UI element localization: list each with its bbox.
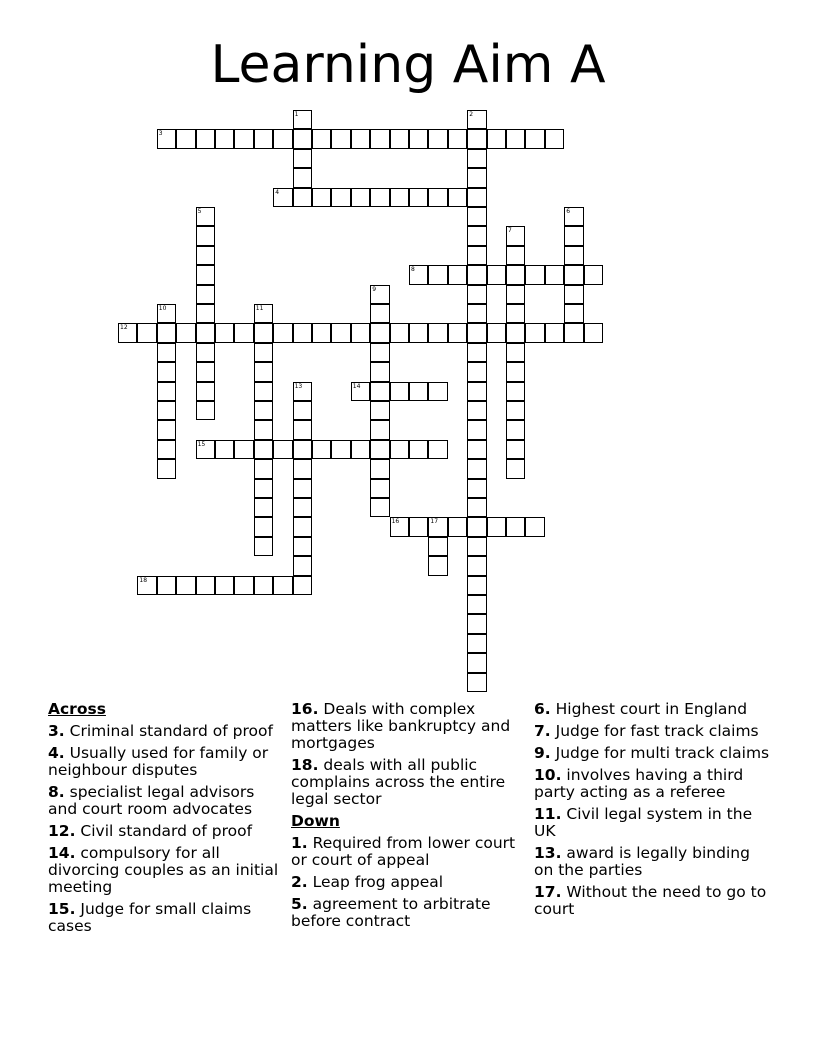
clue-number-11: 11 bbox=[255, 305, 264, 312]
clue-number-13: 13 bbox=[294, 382, 303, 390]
grid-cell[interactable] bbox=[293, 459, 312, 478]
grid-cell[interactable] bbox=[506, 401, 525, 420]
grid-cell[interactable] bbox=[467, 285, 486, 304]
grid-cell[interactable] bbox=[467, 304, 486, 323]
grid-cell[interactable] bbox=[467, 517, 486, 536]
clue-column-2 bbox=[291, 701, 527, 935]
grid-cell[interactable] bbox=[506, 304, 525, 323]
clue-down-10: 10. involves having a third party acting as a referee bbox=[534, 766, 744, 801]
grid-cell[interactable] bbox=[467, 556, 486, 575]
clue-column-3 bbox=[534, 701, 774, 923]
grid-cell[interactable] bbox=[331, 188, 350, 207]
grid-cell[interactable] bbox=[215, 129, 234, 148]
down-heading: Down bbox=[291, 812, 340, 830]
grid-cell[interactable] bbox=[234, 440, 253, 459]
grid-cell[interactable] bbox=[564, 304, 583, 323]
grid-cell[interactable] bbox=[467, 440, 486, 459]
clue-number-16: 16 bbox=[391, 518, 400, 526]
grid-cell[interactable] bbox=[215, 576, 234, 595]
grid-cell[interactable] bbox=[254, 323, 273, 342]
grid-cell[interactable] bbox=[196, 343, 215, 362]
grid-cell[interactable] bbox=[545, 323, 564, 342]
clue-number-5: 5 bbox=[197, 208, 202, 215]
clue-down-17: 17. Without the need to go to court bbox=[534, 883, 767, 918]
grid-cell[interactable] bbox=[157, 459, 176, 478]
across-heading: Across bbox=[48, 700, 106, 718]
grid-cell[interactable] bbox=[312, 440, 331, 459]
clue-down-6: 6. Highest court in England bbox=[534, 700, 748, 718]
grid-cell[interactable] bbox=[331, 323, 350, 342]
grid-cell[interactable] bbox=[293, 537, 312, 556]
grid-cell[interactable] bbox=[467, 246, 486, 265]
grid-cell[interactable] bbox=[390, 323, 409, 342]
clue-number-14: 14 bbox=[352, 382, 361, 390]
clue-number-3: 3 bbox=[158, 130, 163, 138]
clue-number-15: 15 bbox=[197, 440, 206, 448]
grid-cell[interactable] bbox=[293, 323, 312, 342]
grid-cell[interactable] bbox=[293, 556, 312, 575]
grid-cell[interactable] bbox=[448, 265, 467, 284]
clue-number-7: 7 bbox=[508, 227, 512, 235]
grid-cell[interactable] bbox=[312, 129, 331, 148]
grid-cell[interactable] bbox=[525, 129, 544, 148]
grid-cell[interactable] bbox=[409, 440, 428, 459]
grid-cell[interactable] bbox=[467, 595, 486, 614]
grid-cell[interactable] bbox=[370, 420, 389, 439]
clue-down-5: 5. agreement to arbitrate before contract bbox=[291, 895, 491, 930]
grid-cell[interactable] bbox=[370, 401, 389, 420]
clue-number-1: 1 bbox=[294, 111, 299, 118]
grid-cell[interactable] bbox=[525, 265, 544, 284]
grid-cell[interactable] bbox=[564, 226, 583, 245]
grid-cell[interactable] bbox=[254, 362, 273, 381]
grid-cell[interactable] bbox=[293, 479, 312, 498]
grid-cell[interactable] bbox=[467, 265, 486, 284]
clue-down-1: 1. Required from lower court or court of appeal bbox=[291, 834, 516, 869]
grid-cell[interactable] bbox=[467, 498, 486, 517]
clue-across-3: 3. Criminal standard of proof bbox=[48, 722, 273, 740]
grid-cell[interactable] bbox=[254, 498, 273, 517]
grid-cell[interactable] bbox=[390, 129, 409, 148]
grid-cell[interactable] bbox=[215, 323, 234, 342]
clue-column-1 bbox=[48, 701, 284, 940]
grid-cell[interactable] bbox=[525, 323, 544, 342]
grid-cell[interactable] bbox=[157, 440, 176, 459]
grid-cell[interactable] bbox=[545, 265, 564, 284]
grid-cell[interactable] bbox=[273, 440, 292, 459]
grid-cell[interactable] bbox=[312, 323, 331, 342]
grid-cell[interactable] bbox=[254, 382, 273, 401]
grid-cell[interactable] bbox=[467, 401, 486, 420]
grid-cell[interactable] bbox=[506, 246, 525, 265]
grid-cell[interactable] bbox=[487, 265, 506, 284]
grid-cell[interactable] bbox=[293, 401, 312, 420]
grid-cell[interactable] bbox=[331, 129, 350, 148]
grid-cell[interactable] bbox=[370, 479, 389, 498]
grid-cell[interactable] bbox=[196, 362, 215, 381]
grid-cell[interactable] bbox=[370, 498, 389, 517]
grid-cell[interactable] bbox=[196, 226, 215, 245]
grid-cell[interactable] bbox=[254, 479, 273, 498]
grid-cell[interactable] bbox=[254, 343, 273, 362]
grid-cell[interactable] bbox=[312, 188, 331, 207]
grid-cell[interactable] bbox=[545, 129, 564, 148]
grid-cell[interactable] bbox=[448, 323, 467, 342]
grid-cell[interactable] bbox=[506, 440, 525, 459]
clue-number-12: 12 bbox=[120, 324, 128, 332]
grid-cell[interactable] bbox=[428, 382, 447, 401]
grid-cell[interactable] bbox=[176, 576, 195, 595]
grid-cell[interactable] bbox=[196, 285, 215, 304]
grid-cell[interactable] bbox=[564, 323, 583, 342]
grid-cell[interactable] bbox=[293, 420, 312, 439]
grid-cell[interactable] bbox=[254, 537, 273, 556]
grid-cell[interactable] bbox=[254, 440, 273, 459]
grid-cell[interactable] bbox=[409, 188, 428, 207]
grid-cell[interactable] bbox=[370, 304, 389, 323]
grid-cell[interactable] bbox=[467, 653, 486, 672]
grid-cell[interactable] bbox=[487, 129, 506, 148]
grid-cell[interactable] bbox=[293, 517, 312, 536]
grid-cell[interactable] bbox=[467, 634, 486, 653]
grid-cell[interactable] bbox=[157, 362, 176, 381]
grid-cell[interactable] bbox=[564, 265, 583, 284]
grid-cell[interactable] bbox=[487, 517, 506, 536]
grid-cell[interactable] bbox=[467, 149, 486, 168]
grid-cell[interactable] bbox=[467, 420, 486, 439]
clue-number-6: 6 bbox=[566, 208, 571, 215]
grid-cell[interactable] bbox=[273, 576, 292, 595]
grid-cell[interactable] bbox=[196, 323, 215, 342]
grid-cell[interactable] bbox=[351, 323, 370, 342]
clue-number-8: 8 bbox=[411, 266, 415, 274]
grid-cell[interactable] bbox=[506, 459, 525, 478]
grid-cell[interactable] bbox=[448, 188, 467, 207]
grid-cell[interactable] bbox=[196, 129, 215, 148]
grid-cell[interactable] bbox=[467, 226, 486, 245]
grid-cell[interactable] bbox=[196, 401, 215, 420]
grid-cell[interactable] bbox=[448, 517, 467, 536]
grid-cell[interactable] bbox=[467, 129, 486, 148]
clue-number-18: 18 bbox=[139, 576, 148, 584]
grid-cell[interactable] bbox=[467, 207, 486, 226]
grid-cell[interactable] bbox=[409, 323, 428, 342]
grid-cell[interactable] bbox=[293, 576, 312, 595]
grid-cell[interactable] bbox=[137, 323, 156, 342]
page-title: Learning Aim A bbox=[210, 35, 606, 95]
grid-cell[interactable] bbox=[409, 382, 428, 401]
grid-cell[interactable] bbox=[467, 362, 486, 381]
grid-cell[interactable] bbox=[234, 129, 253, 148]
clue-down-2: 2. Leap frog appeal bbox=[291, 873, 444, 891]
grid-cell[interactable] bbox=[584, 323, 603, 342]
clue-across-15: 15. Judge for small claims cases bbox=[48, 900, 252, 935]
grid-cell[interactable] bbox=[157, 401, 176, 420]
clue-down-7: 7. Judge for fast track claims bbox=[534, 722, 759, 740]
grid-cell[interactable] bbox=[293, 440, 312, 459]
grid-cell[interactable] bbox=[448, 129, 467, 148]
grid-cell[interactable] bbox=[254, 459, 273, 478]
grid-cell[interactable] bbox=[370, 459, 389, 478]
grid-cell[interactable] bbox=[157, 420, 176, 439]
grid-cell[interactable] bbox=[428, 188, 447, 207]
grid-cell[interactable] bbox=[351, 188, 370, 207]
grid-cell[interactable] bbox=[273, 323, 292, 342]
grid-cell[interactable] bbox=[351, 129, 370, 148]
grid-cell[interactable] bbox=[487, 323, 506, 342]
grid-cell[interactable] bbox=[506, 420, 525, 439]
grid-cell[interactable] bbox=[506, 323, 525, 342]
grid-cell[interactable] bbox=[467, 614, 486, 633]
clue-across-18: 18. deals with all public complains across the entire legal sector bbox=[291, 756, 506, 808]
grid-cell[interactable] bbox=[506, 285, 525, 304]
grid-cell[interactable] bbox=[293, 498, 312, 517]
clue-across-14: 14. compulsory for all divorcing couples as an initial meeting bbox=[48, 844, 279, 896]
grid-cell[interactable] bbox=[370, 323, 389, 342]
grid-cell[interactable] bbox=[584, 265, 603, 284]
clue-across-8: 8. specialist legal advisors and court room advocates bbox=[48, 783, 255, 818]
grid-cell[interactable] bbox=[506, 129, 525, 148]
grid-cell[interactable] bbox=[467, 479, 486, 498]
clue-across-4: 4. Usually used for family or neighbour disputes bbox=[48, 744, 269, 779]
grid-cell[interactable] bbox=[370, 129, 389, 148]
grid-cell[interactable] bbox=[467, 168, 486, 187]
grid-cell[interactable] bbox=[293, 129, 312, 148]
grid-cell[interactable] bbox=[428, 265, 447, 284]
grid-cell[interactable] bbox=[564, 285, 583, 304]
grid-cell[interactable] bbox=[428, 537, 447, 556]
grid-cell[interactable] bbox=[254, 517, 273, 536]
grid-cell[interactable] bbox=[176, 129, 195, 148]
grid-cell[interactable] bbox=[254, 420, 273, 439]
clue-down-11: 11. Civil legal system in the UK bbox=[534, 805, 753, 840]
grid-cell[interactable] bbox=[525, 517, 544, 536]
clue-down-13: 13. award is legally binding on the parties bbox=[534, 844, 750, 879]
grid-cell[interactable] bbox=[157, 576, 176, 595]
grid-cell[interactable] bbox=[467, 188, 486, 207]
grid-cell[interactable] bbox=[254, 401, 273, 420]
grid-cell[interactable] bbox=[467, 459, 486, 478]
clue-number-2: 2 bbox=[469, 111, 474, 118]
clue-number-17: 17 bbox=[430, 518, 439, 526]
grid-cell[interactable] bbox=[293, 188, 312, 207]
grid-cell[interactable] bbox=[293, 168, 312, 187]
grid-cell[interactable] bbox=[196, 246, 215, 265]
grid-cell[interactable] bbox=[196, 265, 215, 284]
grid-cell[interactable] bbox=[467, 673, 486, 692]
clue-across-16: 16. Deals with complex matters like bankruptcy and mortgages bbox=[291, 700, 511, 752]
grid-cell[interactable] bbox=[370, 188, 389, 207]
clue-down-9: 9. Judge for multi track claims bbox=[534, 744, 770, 762]
grid-cell[interactable] bbox=[564, 246, 583, 265]
grid-cell[interactable] bbox=[467, 576, 486, 595]
grid-cell[interactable] bbox=[157, 343, 176, 362]
grid-cell[interactable] bbox=[351, 440, 370, 459]
grid-cell[interactable] bbox=[390, 188, 409, 207]
grid-cell[interactable] bbox=[506, 343, 525, 362]
grid-cell[interactable] bbox=[409, 129, 428, 148]
grid-cell[interactable] bbox=[293, 149, 312, 168]
grid-cell[interactable] bbox=[390, 440, 409, 459]
clue-number-9: 9 bbox=[372, 285, 377, 293]
grid-cell[interactable] bbox=[370, 382, 389, 401]
grid-cell[interactable] bbox=[254, 129, 273, 148]
grid-cell[interactable] bbox=[428, 323, 447, 342]
grid-cell[interactable] bbox=[506, 362, 525, 381]
grid-cell[interactable] bbox=[467, 323, 486, 342]
grid-cell[interactable] bbox=[467, 343, 486, 362]
grid-cell[interactable] bbox=[428, 556, 447, 575]
grid-cell[interactable] bbox=[331, 440, 350, 459]
grid-cell[interactable] bbox=[176, 323, 195, 342]
clue-number-4: 4 bbox=[275, 188, 280, 196]
grid-cell[interactable] bbox=[506, 382, 525, 401]
grid-cell[interactable] bbox=[234, 323, 253, 342]
grid-cell[interactable] bbox=[467, 382, 486, 401]
grid-cell[interactable] bbox=[196, 382, 215, 401]
clue-across-12: 12. Civil standard of proof bbox=[48, 822, 253, 840]
grid-cell[interactable] bbox=[157, 323, 176, 342]
grid-cell[interactable] bbox=[196, 576, 215, 595]
grid-cell[interactable] bbox=[370, 440, 389, 459]
grid-cell[interactable] bbox=[506, 517, 525, 536]
grid-cell[interactable] bbox=[196, 304, 215, 323]
grid-cell[interactable] bbox=[390, 382, 409, 401]
grid-cell[interactable] bbox=[409, 517, 428, 536]
grid-cell[interactable] bbox=[215, 440, 234, 459]
grid-cell[interactable] bbox=[370, 343, 389, 362]
clue-number-10: 10 bbox=[158, 305, 167, 312]
grid-cell[interactable] bbox=[467, 537, 486, 556]
grid-cell[interactable] bbox=[428, 129, 447, 148]
grid-cell[interactable] bbox=[234, 576, 253, 595]
grid-cell[interactable] bbox=[370, 362, 389, 381]
grid-cell[interactable] bbox=[254, 576, 273, 595]
grid-cell[interactable] bbox=[428, 440, 447, 459]
grid-cell[interactable] bbox=[273, 129, 292, 148]
grid-cell[interactable] bbox=[157, 382, 176, 401]
grid-cell[interactable] bbox=[506, 265, 525, 284]
